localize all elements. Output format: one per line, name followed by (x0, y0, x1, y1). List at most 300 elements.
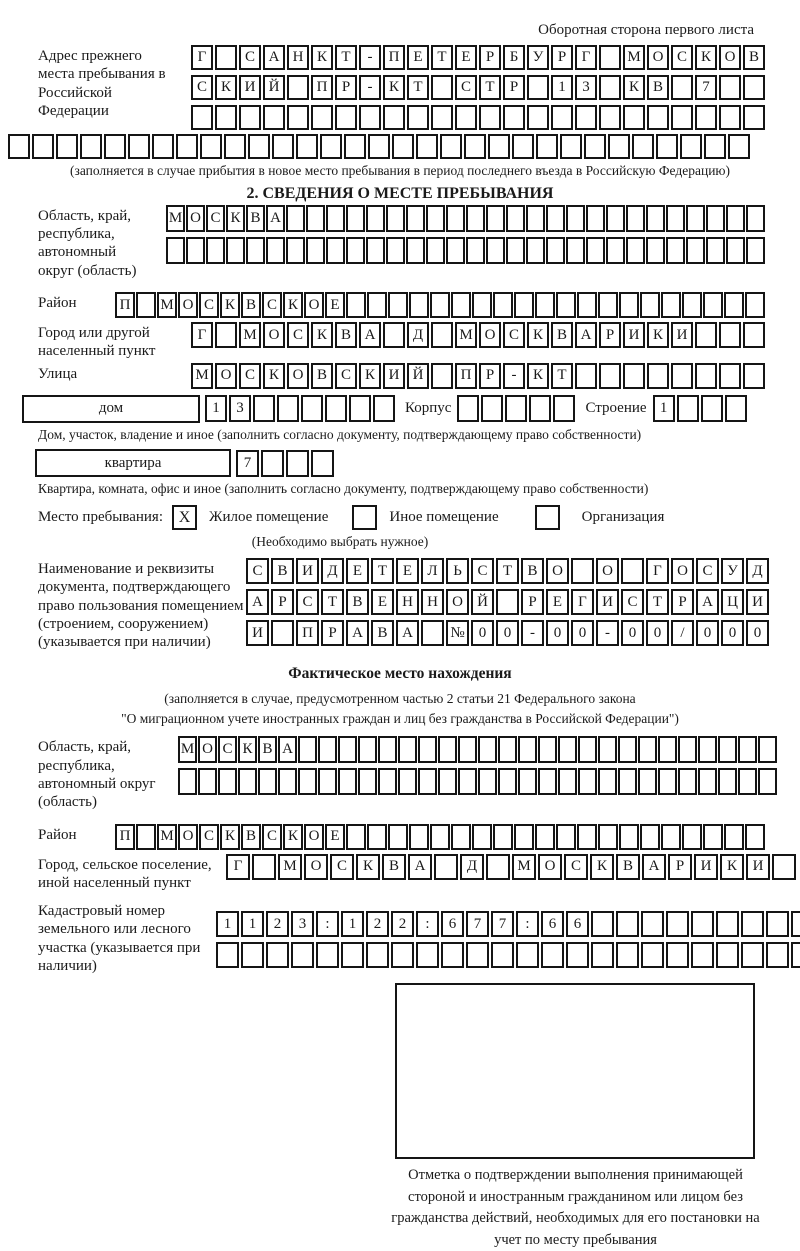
char-cell[interactable]: К (623, 75, 645, 100)
char-cell[interactable] (298, 768, 317, 795)
char-cell[interactable]: К (220, 824, 240, 850)
char-cell[interactable] (418, 736, 437, 763)
char-cell[interactable]: О (304, 824, 324, 850)
char-cell[interactable] (691, 942, 714, 968)
char-cell[interactable] (577, 824, 597, 850)
char-cell[interactable] (518, 736, 537, 763)
char-cell[interactable]: 7 (466, 911, 489, 937)
char-cell[interactable] (514, 824, 534, 850)
char-cell[interactable]: Е (396, 558, 419, 584)
char-cell[interactable]: К (356, 854, 380, 880)
char-cell[interactable] (301, 395, 323, 422)
char-cell[interactable] (608, 134, 630, 159)
char-cell[interactable]: - (521, 620, 544, 646)
char-cell[interactable]: В (241, 824, 261, 850)
char-cell[interactable]: О (479, 322, 501, 348)
char-cell[interactable]: 0 (496, 620, 519, 646)
char-cell[interactable] (216, 942, 239, 968)
char-cell[interactable]: С (335, 363, 357, 389)
char-cell[interactable]: К (226, 205, 245, 232)
char-cell[interactable]: 0 (471, 620, 494, 646)
char-cell[interactable]: К (590, 854, 614, 880)
char-cell[interactable]: 1 (551, 75, 573, 100)
char-cell[interactable]: 0 (621, 620, 644, 646)
char-cell[interactable]: Г (571, 589, 594, 615)
char-cell[interactable] (632, 134, 654, 159)
char-cell[interactable] (560, 134, 582, 159)
char-cell[interactable]: Д (407, 322, 429, 348)
char-cell[interactable] (529, 395, 551, 422)
char-cell[interactable]: М (157, 292, 177, 318)
char-cell[interactable] (623, 363, 645, 389)
char-cell[interactable] (647, 105, 669, 130)
char-cell[interactable] (455, 105, 477, 130)
char-cell[interactable] (386, 205, 405, 232)
char-cell[interactable] (618, 736, 637, 763)
char-cell[interactable] (578, 768, 597, 795)
char-cell[interactable] (198, 768, 217, 795)
char-cell[interactable] (421, 620, 444, 646)
char-cell[interactable]: К (359, 363, 381, 389)
char-cell[interactable] (695, 363, 717, 389)
checkbox-organization[interactable] (535, 505, 560, 530)
char-cell[interactable]: 2 (366, 911, 389, 937)
char-cell[interactable]: Р (321, 620, 344, 646)
char-cell[interactable]: Е (346, 558, 369, 584)
char-cell[interactable] (678, 768, 697, 795)
char-cell[interactable]: И (596, 589, 619, 615)
char-cell[interactable]: В (346, 589, 369, 615)
char-cell[interactable]: Д (321, 558, 344, 584)
char-cell[interactable]: : (316, 911, 339, 937)
char-cell[interactable]: 0 (721, 620, 744, 646)
char-cell[interactable] (272, 134, 294, 159)
char-cell[interactable] (191, 105, 213, 130)
char-cell[interactable] (416, 942, 439, 968)
char-cell[interactable]: Е (455, 45, 477, 70)
char-cell[interactable] (661, 824, 681, 850)
char-cell[interactable]: - (503, 363, 525, 389)
checkbox-residential[interactable]: X (172, 505, 197, 530)
char-cell[interactable] (641, 942, 664, 968)
char-cell[interactable] (758, 736, 777, 763)
char-cell[interactable]: Т (407, 75, 429, 100)
char-cell[interactable]: С (246, 558, 269, 584)
char-cell[interactable] (346, 292, 366, 318)
char-cell[interactable]: Г (226, 854, 250, 880)
char-cell[interactable] (338, 736, 357, 763)
char-cell[interactable]: 0 (646, 620, 669, 646)
char-cell[interactable]: Р (335, 75, 357, 100)
char-cell[interactable]: А (408, 854, 432, 880)
char-cell[interactable] (378, 736, 397, 763)
char-cell[interactable]: 6 (566, 911, 589, 937)
char-cell[interactable]: И (623, 322, 645, 348)
char-cell[interactable]: С (455, 75, 477, 100)
char-cell[interactable] (578, 736, 597, 763)
char-cell[interactable] (440, 134, 462, 159)
char-cell[interactable] (409, 292, 429, 318)
char-cell[interactable] (241, 942, 264, 968)
char-cell[interactable] (584, 134, 606, 159)
char-cell[interactable]: Б (503, 45, 525, 70)
char-cell[interactable]: 7 (491, 911, 514, 937)
char-cell[interactable]: В (241, 292, 261, 318)
char-cell[interactable]: У (527, 45, 549, 70)
char-cell[interactable] (598, 768, 617, 795)
char-cell[interactable]: М (512, 854, 536, 880)
char-cell[interactable]: П (115, 824, 135, 850)
char-cell[interactable] (493, 824, 513, 850)
char-cell[interactable]: Р (479, 363, 501, 389)
char-cell[interactable]: Е (546, 589, 569, 615)
char-cell[interactable] (166, 237, 185, 264)
char-cell[interactable]: Р (671, 589, 694, 615)
char-cell[interactable] (566, 237, 585, 264)
char-cell[interactable] (104, 134, 126, 159)
char-cell[interactable] (571, 558, 594, 584)
char-cell[interactable] (505, 395, 527, 422)
char-cell[interactable] (431, 105, 453, 130)
char-cell[interactable]: А (696, 589, 719, 615)
checkbox-other-premises[interactable] (352, 505, 377, 530)
char-cell[interactable]: О (647, 45, 669, 70)
char-cell[interactable] (378, 768, 397, 795)
char-cell[interactable]: Й (471, 589, 494, 615)
char-cell[interactable]: В (551, 322, 573, 348)
char-cell[interactable]: Т (551, 363, 573, 389)
char-cell[interactable] (486, 237, 505, 264)
char-cell[interactable]: 1 (241, 911, 264, 937)
char-cell[interactable] (491, 942, 514, 968)
char-cell[interactable] (726, 237, 745, 264)
char-cell[interactable] (346, 205, 365, 232)
char-cell[interactable] (464, 134, 486, 159)
char-cell[interactable] (791, 911, 800, 937)
char-cell[interactable] (671, 75, 693, 100)
char-cell[interactable] (553, 395, 575, 422)
char-cell[interactable] (791, 942, 800, 968)
char-cell[interactable] (215, 105, 237, 130)
char-cell[interactable]: К (238, 736, 257, 763)
char-cell[interactable]: В (258, 736, 277, 763)
char-cell[interactable]: М (239, 322, 261, 348)
char-cell[interactable] (367, 824, 387, 850)
char-cell[interactable] (359, 105, 381, 130)
char-cell[interactable] (266, 237, 285, 264)
char-cell[interactable]: С (199, 292, 219, 318)
char-cell[interactable] (398, 736, 417, 763)
char-cell[interactable] (526, 237, 545, 264)
char-cell[interactable]: В (311, 363, 333, 389)
char-cell[interactable]: К (527, 363, 549, 389)
char-cell[interactable] (704, 134, 726, 159)
char-cell[interactable] (488, 134, 510, 159)
char-cell[interactable] (8, 134, 30, 159)
char-cell[interactable] (215, 45, 237, 70)
char-cell[interactable] (325, 395, 347, 422)
char-cell[interactable] (743, 75, 765, 100)
char-cell[interactable] (658, 768, 677, 795)
char-cell[interactable] (766, 911, 789, 937)
char-cell[interactable] (671, 363, 693, 389)
char-cell[interactable] (678, 736, 697, 763)
char-cell[interactable] (493, 292, 513, 318)
char-cell[interactable] (575, 363, 597, 389)
char-cell[interactable] (406, 205, 425, 232)
char-cell[interactable]: Й (263, 75, 285, 100)
char-cell[interactable]: М (278, 854, 302, 880)
char-cell[interactable] (344, 134, 366, 159)
char-cell[interactable] (388, 824, 408, 850)
char-cell[interactable] (671, 105, 693, 130)
char-cell[interactable]: В (246, 205, 265, 232)
char-cell[interactable] (591, 942, 614, 968)
char-cell[interactable] (318, 768, 337, 795)
char-cell[interactable] (506, 237, 525, 264)
char-cell[interactable]: 1 (205, 395, 227, 422)
char-cell[interactable] (438, 768, 457, 795)
char-cell[interactable]: П (455, 363, 477, 389)
char-cell[interactable] (426, 237, 445, 264)
char-cell[interactable] (606, 237, 625, 264)
char-cell[interactable]: А (359, 322, 381, 348)
char-cell[interactable] (398, 768, 417, 795)
char-cell[interactable] (498, 736, 517, 763)
char-cell[interactable] (743, 322, 765, 348)
char-cell[interactable] (32, 134, 54, 159)
char-cell[interactable]: А (642, 854, 666, 880)
char-cell[interactable]: С (199, 824, 219, 850)
char-cell[interactable] (538, 736, 557, 763)
char-cell[interactable] (246, 237, 265, 264)
char-cell[interactable]: О (198, 736, 217, 763)
char-cell[interactable]: Й (407, 363, 429, 389)
char-cell[interactable] (481, 395, 503, 422)
char-cell[interactable] (311, 105, 333, 130)
char-cell[interactable] (725, 395, 747, 422)
char-cell[interactable] (621, 558, 644, 584)
char-cell[interactable]: С (671, 45, 693, 70)
char-cell[interactable] (575, 105, 597, 130)
char-cell[interactable] (766, 942, 789, 968)
char-cell[interactable] (698, 768, 717, 795)
char-cell[interactable]: - (596, 620, 619, 646)
char-cell[interactable]: А (266, 205, 285, 232)
char-cell[interactable] (666, 237, 685, 264)
char-cell[interactable]: В (335, 322, 357, 348)
char-cell[interactable] (306, 205, 325, 232)
char-cell[interactable] (479, 105, 501, 130)
char-cell[interactable] (367, 292, 387, 318)
char-cell[interactable] (680, 134, 702, 159)
char-cell[interactable] (638, 736, 657, 763)
char-cell[interactable]: 3 (291, 911, 314, 937)
char-cell[interactable]: С (191, 75, 213, 100)
char-cell[interactable]: В (271, 558, 294, 584)
char-cell[interactable]: Т (431, 45, 453, 70)
char-cell[interactable] (358, 736, 377, 763)
char-cell[interactable] (536, 134, 558, 159)
char-cell[interactable]: А (346, 620, 369, 646)
char-cell[interactable] (746, 205, 765, 232)
char-cell[interactable] (677, 395, 699, 422)
char-cell[interactable] (619, 292, 639, 318)
char-cell[interactable]: Р (503, 75, 525, 100)
char-cell[interactable]: К (527, 322, 549, 348)
char-cell[interactable]: И (239, 75, 261, 100)
char-cell[interactable] (438, 736, 457, 763)
char-cell[interactable] (266, 942, 289, 968)
char-cell[interactable]: К (215, 75, 237, 100)
char-cell[interactable] (466, 237, 485, 264)
char-cell[interactable] (618, 768, 637, 795)
char-cell[interactable] (277, 395, 299, 422)
char-cell[interactable] (226, 237, 245, 264)
char-cell[interactable] (136, 292, 156, 318)
char-cell[interactable]: Н (287, 45, 309, 70)
char-cell[interactable]: Р (479, 45, 501, 70)
char-cell[interactable] (772, 854, 796, 880)
char-cell[interactable] (478, 768, 497, 795)
char-cell[interactable]: Н (421, 589, 444, 615)
char-cell[interactable] (316, 942, 339, 968)
char-cell[interactable] (666, 911, 689, 937)
char-cell[interactable]: С (206, 205, 225, 232)
char-cell[interactable]: Т (646, 589, 669, 615)
char-cell[interactable]: К (720, 854, 744, 880)
char-cell[interactable] (472, 824, 492, 850)
char-cell[interactable]: О (263, 322, 285, 348)
char-cell[interactable] (430, 292, 450, 318)
char-cell[interactable] (646, 237, 665, 264)
char-cell[interactable]: № (446, 620, 469, 646)
char-cell[interactable]: С (564, 854, 588, 880)
char-cell[interactable]: В (616, 854, 640, 880)
char-cell[interactable]: Е (325, 292, 345, 318)
char-cell[interactable]: Р (599, 322, 621, 348)
char-cell[interactable] (647, 363, 669, 389)
char-cell[interactable] (392, 134, 414, 159)
char-cell[interactable]: Д (460, 854, 484, 880)
char-cell[interactable] (741, 942, 764, 968)
char-cell[interactable] (666, 942, 689, 968)
char-cell[interactable]: И (246, 620, 269, 646)
char-cell[interactable]: 1 (341, 911, 364, 937)
char-cell[interactable] (626, 205, 645, 232)
char-cell[interactable] (724, 824, 744, 850)
char-cell[interactable]: Л (421, 558, 444, 584)
char-cell[interactable] (686, 237, 705, 264)
char-cell[interactable] (466, 205, 485, 232)
char-cell[interactable]: Г (191, 45, 213, 70)
char-cell[interactable]: Р (668, 854, 692, 880)
char-cell[interactable] (558, 768, 577, 795)
char-cell[interactable] (719, 75, 741, 100)
char-cell[interactable]: Г (575, 45, 597, 70)
char-cell[interactable] (458, 768, 477, 795)
char-cell[interactable] (718, 768, 737, 795)
char-cell[interactable] (366, 942, 389, 968)
char-cell[interactable]: Т (321, 589, 344, 615)
char-cell[interactable] (56, 134, 78, 159)
char-cell[interactable] (514, 292, 534, 318)
char-cell[interactable] (640, 824, 660, 850)
char-cell[interactable] (215, 322, 237, 348)
char-cell[interactable] (286, 450, 309, 477)
char-cell[interactable] (287, 75, 309, 100)
char-cell[interactable] (472, 292, 492, 318)
char-cell[interactable]: / (671, 620, 694, 646)
char-cell[interactable] (745, 824, 765, 850)
char-cell[interactable] (326, 205, 345, 232)
char-cell[interactable] (726, 205, 745, 232)
char-cell[interactable] (178, 768, 197, 795)
char-cell[interactable] (478, 736, 497, 763)
char-cell[interactable]: В (743, 45, 765, 70)
char-cell[interactable]: К (283, 292, 303, 318)
char-cell[interactable] (638, 768, 657, 795)
char-cell[interactable]: В (647, 75, 669, 100)
char-cell[interactable]: 3 (575, 75, 597, 100)
char-cell[interactable]: Т (479, 75, 501, 100)
char-cell[interactable] (503, 105, 525, 130)
char-cell[interactable]: М (623, 45, 645, 70)
char-cell[interactable] (326, 237, 345, 264)
char-cell[interactable] (546, 205, 565, 232)
char-cell[interactable]: О (304, 854, 328, 880)
char-cell[interactable] (446, 237, 465, 264)
char-cell[interactable]: А (246, 589, 269, 615)
char-cell[interactable] (391, 942, 414, 968)
char-cell[interactable] (458, 736, 477, 763)
char-cell[interactable]: А (278, 736, 297, 763)
char-cell[interactable] (526, 205, 545, 232)
char-cell[interactable] (239, 105, 261, 130)
char-cell[interactable]: 6 (441, 911, 464, 937)
char-cell[interactable]: 2 (266, 911, 289, 937)
char-cell[interactable] (366, 205, 385, 232)
char-cell[interactable]: 1 (653, 395, 675, 422)
char-cell[interactable]: И (383, 363, 405, 389)
char-cell[interactable] (566, 205, 585, 232)
char-cell[interactable] (616, 942, 639, 968)
char-cell[interactable] (616, 911, 639, 937)
char-cell[interactable]: 3 (229, 395, 251, 422)
char-cell[interactable] (358, 768, 377, 795)
char-cell[interactable] (641, 911, 664, 937)
char-cell[interactable]: О (186, 205, 205, 232)
char-cell[interactable]: С (262, 824, 282, 850)
char-cell[interactable] (206, 237, 225, 264)
char-cell[interactable] (577, 292, 597, 318)
char-cell[interactable] (446, 205, 465, 232)
char-cell[interactable] (407, 105, 429, 130)
char-cell[interactable] (248, 134, 270, 159)
char-cell[interactable] (527, 75, 549, 100)
char-cell[interactable] (658, 736, 677, 763)
char-cell[interactable] (599, 363, 621, 389)
char-cell[interactable] (682, 292, 702, 318)
char-cell[interactable] (695, 105, 717, 130)
char-cell[interactable]: Р (521, 589, 544, 615)
char-cell[interactable] (728, 134, 750, 159)
char-cell[interactable] (541, 942, 564, 968)
char-cell[interactable] (466, 942, 489, 968)
char-cell[interactable] (252, 854, 276, 880)
char-cell[interactable]: С (696, 558, 719, 584)
char-cell[interactable] (640, 292, 660, 318)
